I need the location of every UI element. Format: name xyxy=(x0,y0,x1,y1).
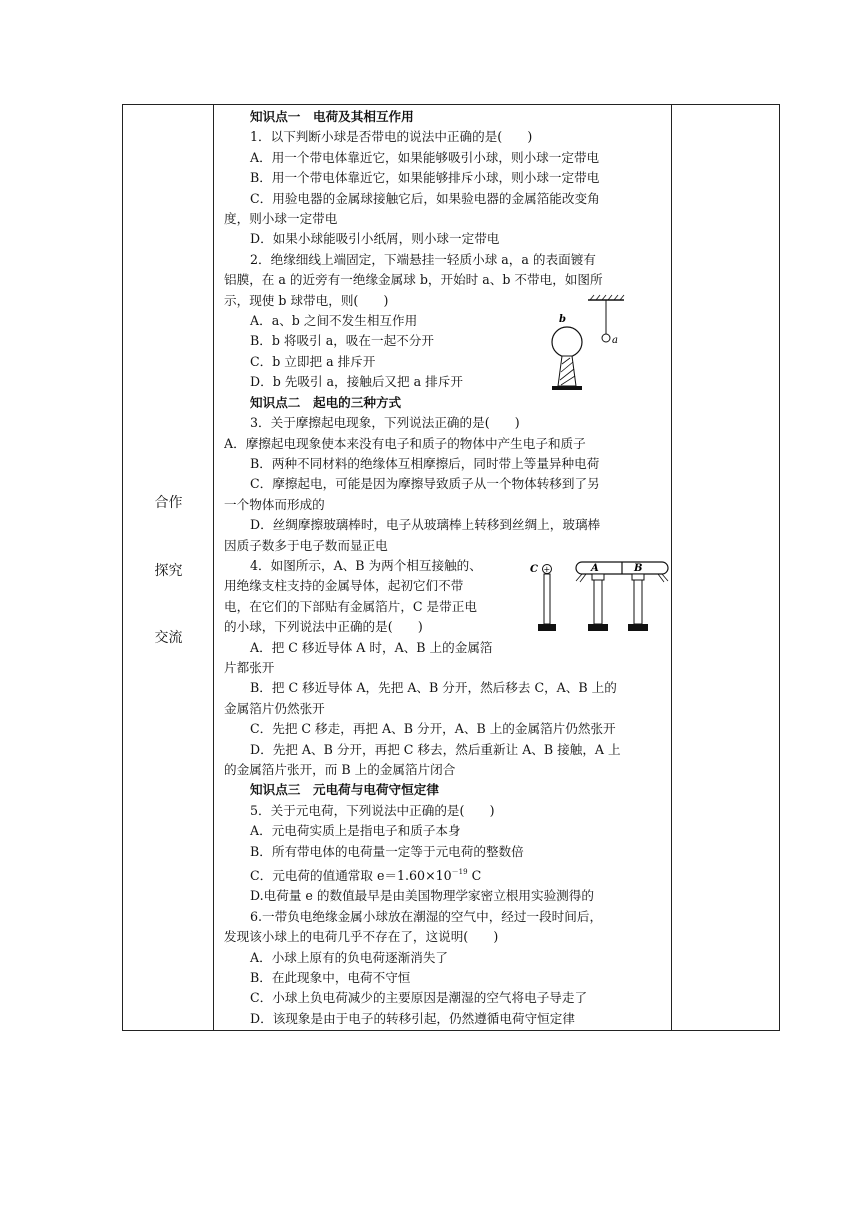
section-heading-2: 知识点二 起电的三种方式 xyxy=(250,394,402,410)
q4-label-b: B xyxy=(634,563,643,574)
q6-option-b: B．在此现象中，电荷不守恒 xyxy=(250,970,411,986)
q2-option-d: D．b 先吸引 a，接触后又把 a 排斥开 xyxy=(250,374,463,390)
q2-stem-cont: 铝膜，在 a 的近旁有一绝缘金属球 b，开始时 a、b 不带电，如图所 xyxy=(224,272,603,288)
q3-option-c: C．摩擦起电，可能是因为摩擦导致质子从一个物体转移到了另 xyxy=(250,476,600,492)
q4-option-d-cont: 的金属箔片张开，而 B 上的金属箔片闭合 xyxy=(224,762,456,777)
q2-label-a: a xyxy=(612,335,618,346)
q4-option-a: A．把 C 移近导体 A 时，A、B 上的金属箔 xyxy=(250,639,493,655)
q4-label-c: C xyxy=(530,564,538,575)
q6-option-d: D．该现象是由于电子的转移引起，仍然遵循电荷守恒定律 xyxy=(250,1010,575,1026)
q3-option-b: B．两种不同材料的绝缘体互相摩擦后，同时带上等量异种电荷 xyxy=(250,455,600,471)
q4-stem-cont: 用绝缘支柱支持的金属导体，起初它们不带 xyxy=(224,578,464,594)
q3-option-d: D．丝绸摩擦玻璃棒时，电子从玻璃棒上转移到丝绸上，玻璃棒 xyxy=(250,517,601,533)
q2-option-a: A．a、b 之间不发生相互作用 xyxy=(250,313,418,329)
q1-option-c: C．用验电器的金属球接触它后，如果验电器的金属箔能改变角 xyxy=(250,190,600,206)
q1-option-b: B．用一个带电体靠近它，如果能够排斥小球，则小球一定带电 xyxy=(250,170,600,186)
section-heading-3: 知识点三 元电荷与电荷守恒定律 xyxy=(250,782,439,798)
q3-option-d-cont: 因质子数多于电子数而显正电 xyxy=(224,537,388,553)
q2-stem-cont: 示，现使 b 球带电，则( ) xyxy=(224,292,389,308)
q2-pendulum-figure xyxy=(540,292,640,394)
q4-option-b-cont: 金属箔片仍然张开 xyxy=(224,700,325,716)
q3-option-c-cont: 一个物体而形成的 xyxy=(224,496,325,512)
q5-stem: 5．关于元电荷，下列说法中正确的是( ) xyxy=(250,802,495,818)
table-frame xyxy=(122,104,780,1031)
q5-exponent: －19 xyxy=(451,868,468,877)
q5-option-c-text: C．元电荷的值通常取 e＝1.60×10 xyxy=(250,868,452,884)
q5-option-a: A．元电荷实质上是指电子和质子本身 xyxy=(250,823,461,839)
q4-conductors-figure xyxy=(528,559,674,635)
q3-option-a: A．摩擦起电现象使本来没有电子和质子的物体中产生电子和质子 xyxy=(224,435,586,451)
q4-stem: 4．如图所示，A、B 为两个相互接触的、 xyxy=(250,557,482,573)
q6-stem-cont: 发现该小球上的电荷几乎不存在了，这说明( ) xyxy=(224,929,499,945)
q2-label-b: b xyxy=(559,314,566,325)
q4-option-d: D．先把 A、B 分开，再把 C 移去，然后重新让 A、B 接触，A 上 xyxy=(250,741,621,757)
section-heading-1: 知识点一 电荷及其相互作用 xyxy=(250,109,414,124)
side-label-cooperate: 合作 xyxy=(154,495,183,511)
q2-option-c: C．b 立即把 a 排斥开 xyxy=(250,353,376,369)
q5-option-b: B．所有带电体的电荷量一定等于元电荷的整数倍 xyxy=(250,843,524,859)
q1-stem: 1．以下判断小球是否带电的说法中正确的是( ) xyxy=(250,129,533,145)
q4-stem-cont: 电，在它们的下部贴有金属箔片，C 是带正电 xyxy=(224,598,477,614)
q1-option-d: D．如果小球能吸引小纸屑，则小球一定带电 xyxy=(250,231,500,247)
q2-option-b: B．b 将吸引 a，吸在一起不分开 xyxy=(250,333,434,349)
q4-option-a-cont: 片都张开 xyxy=(224,659,275,675)
q5-option-d: D.电荷量 e 的数值最早是由美国物理学家密立根用实验测得的 xyxy=(250,888,594,904)
q6-option-c: C．小球上负电荷减少的主要原因是潮湿的空气将电子导走了 xyxy=(250,990,588,1006)
q4-option-b: B．把 C 移近导体 A，先把 A、B 分开，然后移去 C，A、B 上的 xyxy=(250,680,617,696)
q5-option-c xyxy=(224,862,674,886)
q4-stem-cont: 的小球，下列说法中正确的是( ) xyxy=(224,619,423,635)
q1-option-a: A．用一个带电体靠近它，如果能够吸引小球，则小球一定带电 xyxy=(250,149,600,165)
q6-stem: 6.一带负电绝缘金属小球放在潮湿的空气中，经过一段时间后， xyxy=(250,908,603,924)
q4-label-a: A xyxy=(591,563,599,574)
q4-label-plus: + xyxy=(543,565,551,574)
q1-option-c-cont: 度，则小球一定带电 xyxy=(224,211,338,227)
q3-stem: 3．关于摩擦起电现象，下列说法正确的是( ) xyxy=(250,415,520,431)
q2-stem: 2．绝缘细线上端固定，下端悬挂一轻质小球 a，a 的表面镀有 xyxy=(250,251,596,267)
q5-unit: C xyxy=(467,868,482,884)
q4-option-c: C．先把 C 移走，再把 A、B 分开，A、B 上的金属箔片仍然张开 xyxy=(250,721,616,737)
q6-option-a: A．小球上原有的负电荷逐渐消失了 xyxy=(250,949,449,965)
side-label-explore: 探究 xyxy=(154,563,183,579)
side-label-communicate: 交流 xyxy=(154,630,183,646)
